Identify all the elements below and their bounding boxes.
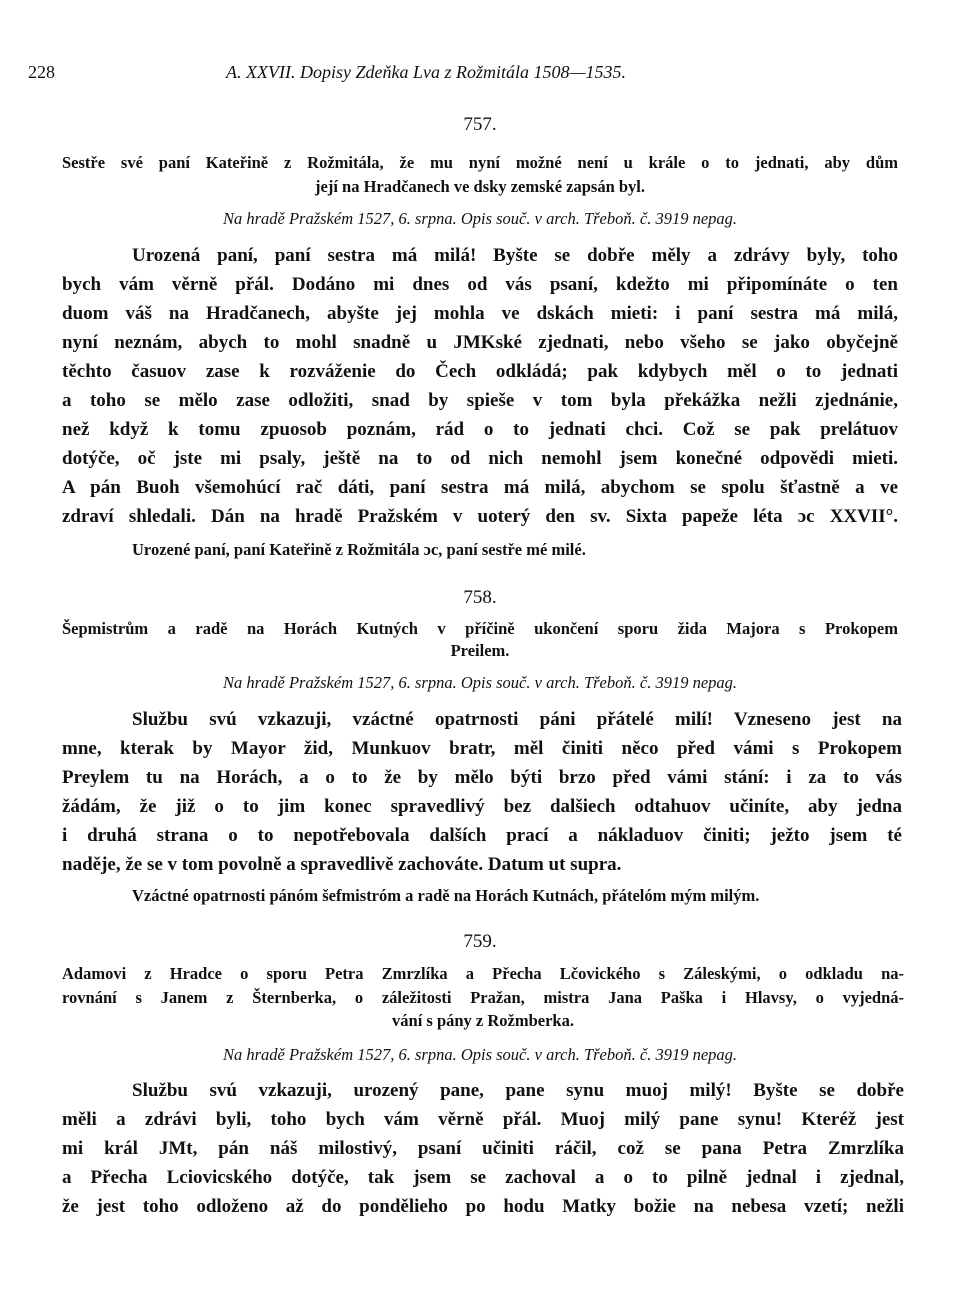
body-line: mne, kterak by Mayor žid, Munkuov bratr, měl činiti něco před vámi s Prokopem	[62, 738, 902, 759]
page-header	[28, 62, 908, 90]
body-line: A pán Buoh všemohúcí rač dáti, paní sestra má milá, abychom se spolu šťastně a ve	[62, 477, 898, 498]
entry-body	[62, 241, 898, 531]
body-line: Službu svú vzkazuji, urozený pane, pane synu muoj milý! Byšte se dobře	[132, 1080, 904, 1101]
body-line: mi král JMt, pán náš milostivý, psaní učiniti ráčil, což se pana Petra Zmrzlíka	[62, 1138, 904, 1159]
summary-line: rovnání s Janem z Šternberka, o záležitosti Pražan, mistra Jana Paška i Hlavsy, o vyjedná-	[62, 987, 904, 1007]
summary-line: Preilem.	[450, 641, 510, 660]
body-line: zdraví shledali. Dán na hradě Pražském v uoterý den sv. Sixta papeže léta ɔc XXVII°.	[62, 506, 898, 527]
summary-line: vání s pány z Rožmberka.	[392, 1011, 574, 1030]
entry-source: Na hradě Pražském 1527, 6. srpna. Opis souč. v arch. Třeboň. č. 3919 nepag.	[222, 673, 738, 692]
body-line: nyní neznám, abych to mohl snadně u JMKské zjednati, nebo všeho se jako obyčejně	[62, 332, 898, 353]
body-line: dotýče, oč jste mi psaly, ještě na to od nich nemohl jsem konečné odpovědi mieti.	[62, 448, 898, 469]
body-line: než když k tomu zpuosob poznám, rád o to jednati chci. Což se pak prelátuov	[62, 419, 898, 440]
body-line: naděje, že se v tom povolně a spravedlivě zachováte. Datum ut supra.	[62, 854, 622, 875]
running-title: A. XXVII. Dopisy Zdeňka Lva z Rožmitála 1508—1535.	[226, 62, 626, 82]
summary-line: Sestře své paní Kateřině z Rožmitála, že mu nyní možné není u krále o to jednati, aby dům	[62, 153, 898, 172]
body-line: žádám, že již o to jim konec spravedlivý bez dalšiech odtahuov učiníte, aby jedna	[62, 796, 902, 817]
entry-address: Vzáctné opatrnosti pánóm šefmistróm a radě na Horách Kutnách, přátelóm mým milým.	[132, 886, 760, 905]
entry-number: 759.	[463, 931, 497, 952]
body-line: že jest toho odloženo až do pondělieho po hodu Matky božie na nebesa vzetí; nežli	[62, 1196, 904, 1217]
entry-summary	[62, 618, 898, 662]
body-line: měli a zdrávi byli, toho bych vám věrně přál. Muoj milý pane synu! Kteréž jest	[62, 1109, 904, 1130]
entry-source: Na hradě Pražském 1527, 6. srpna. Opis souč. v arch. Třeboň. č. 3919 nepag.	[222, 1045, 738, 1064]
body-line: těchto časuov zase k rozváženie do Čech odkládá; pak kdybych měl o to jednati	[62, 361, 898, 382]
entry-number: 757.	[463, 114, 497, 135]
summary-line: Šepmistrům a radě na Horách Kutných v příčině ukončení sporu žida Majora s Prokopem	[62, 619, 898, 638]
entry-body	[62, 705, 902, 879]
body-line: duom váš na Hradčanech, abyšte jej mohla ve dskách mieti: i paní sestra má milá,	[62, 303, 898, 324]
entry-address: Urozené paní, paní Kateřině z Rožmitála ɔc, paní sestře mé milé.	[132, 540, 586, 559]
body-line: a toho se mělo zase odložiti, snad by spieše v tom byla překážka nežli zjednánie,	[62, 390, 898, 411]
body-line: Službu svú vzkazuji, vzáctné opatrnosti páni přátelé milí! Vzneseno jest na	[132, 709, 902, 730]
body-line: i druhá strana o to nepotřebovala dalších prací a nákladuov činiti; ježto jsem té	[62, 825, 902, 846]
entry-number: 758.	[463, 587, 497, 608]
summary-line: Adamovi z Hradce o sporu Petra Zmrzlíka a Přecha Lčovického s Záleskými, o odkladu na-	[62, 964, 904, 983]
body-line: a Přecha Lciovicského dotýče, tak jsem se zachoval a o to pilně jednal i zjednal,	[62, 1167, 904, 1188]
entry-body	[62, 1076, 904, 1221]
summary-line: její na Hradčanech ve dsky zemské zapsán byl.	[315, 177, 645, 196]
entry-summary	[62, 962, 904, 1033]
body-line: Urozená paní, paní sestra má milá! Byšte se dobře měly a zdrávy byly, toho	[132, 245, 898, 266]
entry-source: Na hradě Pražském 1527, 6. srpna. Opis souč. v arch. Třeboň. č. 3919 nepag.	[222, 209, 738, 228]
body-line: Preylem tu na Horách, a o to že by mělo býti brzo před vámi stání: i za to vás	[62, 767, 902, 788]
page-number: 228	[28, 62, 55, 82]
entry-summary	[62, 151, 898, 199]
body-line: bych vám věrně přál. Dodáno mi dnes od vás psaní, kdežto mi připomínáte o ten	[62, 274, 898, 295]
